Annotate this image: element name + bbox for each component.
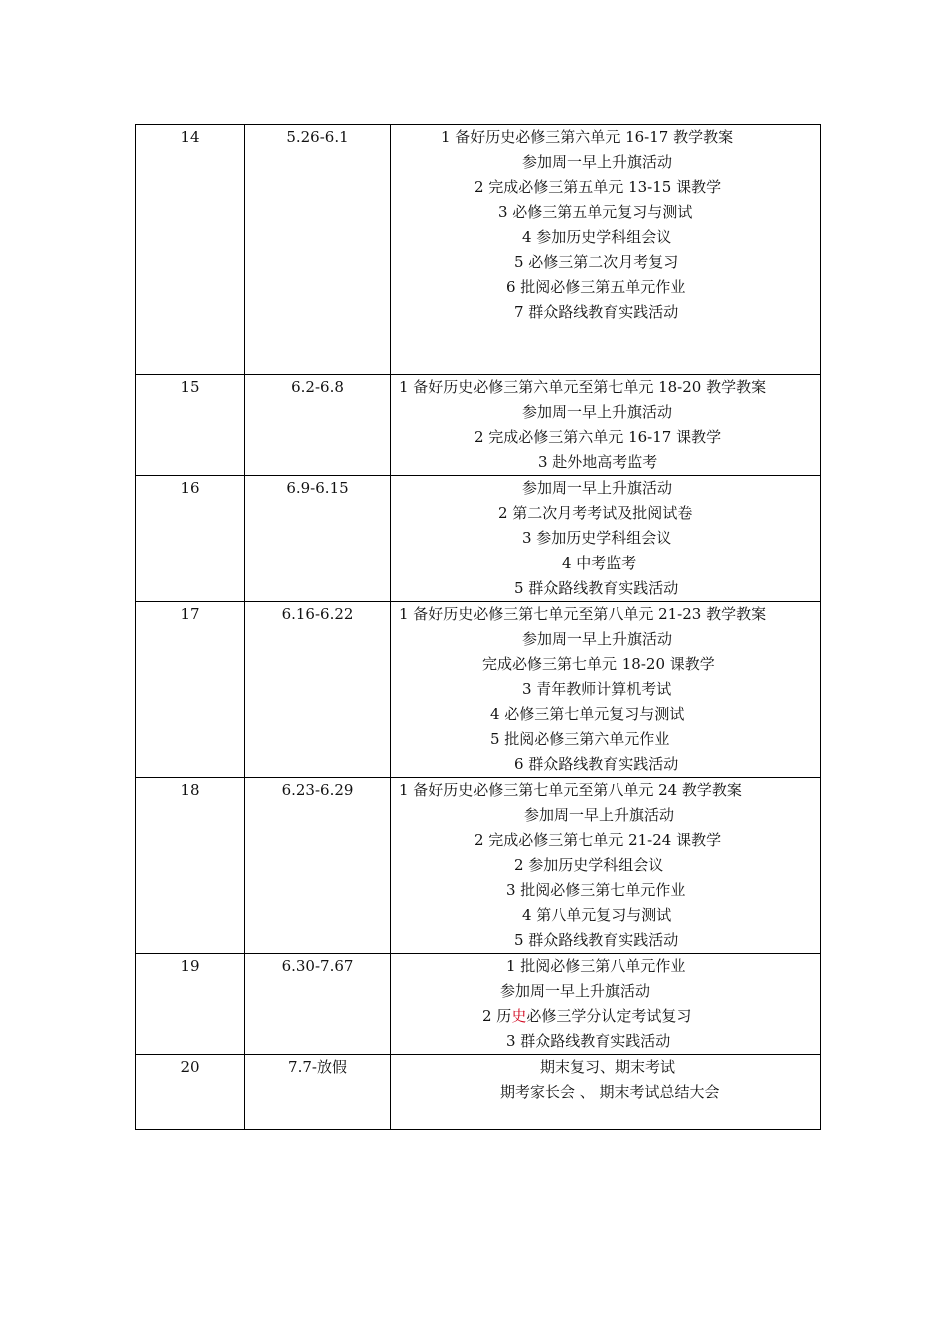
task-item: 参加周一早上升旗活动 bbox=[522, 153, 673, 171]
task-item: 3 群众路线教育实践活动 bbox=[506, 1032, 671, 1050]
task-item: 7 群众路线教育实践活动 bbox=[514, 303, 679, 321]
date-range: 6.9-6.15 bbox=[245, 476, 391, 602]
task-item: 参加周一早上升旗活动 bbox=[522, 403, 673, 421]
date-range: 6.16-6.22 bbox=[245, 602, 391, 778]
task-item: 6 批阅必修三第五单元作业 bbox=[506, 278, 686, 296]
task-item: 参加周一早上升旗活动 bbox=[500, 982, 651, 1000]
table-row bbox=[136, 476, 821, 602]
date-range: 6.23-6.29 bbox=[245, 778, 391, 954]
task-list bbox=[391, 778, 821, 954]
task-item bbox=[391, 1004, 820, 1029]
task-text: 2 历 bbox=[482, 1007, 512, 1025]
task-item: 1 备好历史必修三第七单元至第八单元 21-23 教学教案 bbox=[399, 605, 767, 623]
task-item: 期考家长会 、 期末考试总结大会 bbox=[500, 1083, 720, 1101]
task-item: 1 备好历史必修三第六单元至第七单元 18-20 教学教案 bbox=[399, 378, 767, 396]
task-list bbox=[391, 125, 821, 375]
highlighted-character: 史 bbox=[511, 1007, 527, 1025]
task-item: 5 群众路线教育实践活动 bbox=[514, 931, 679, 949]
task-item: 6 群众路线教育实践活动 bbox=[514, 755, 679, 773]
task-item: 2 完成必修三第五单元 13-15 课教学 bbox=[474, 178, 722, 196]
task-item: 5 群众路线教育实践活动 bbox=[514, 579, 679, 597]
task-item: 1 备好历史必修三第七单元至第八单元 24 教学教案 bbox=[399, 781, 742, 799]
week-number: 20 bbox=[136, 1055, 245, 1130]
week-number: 17 bbox=[136, 602, 245, 778]
task-item: 2 参加历史学科组会议 bbox=[514, 856, 664, 874]
task-item: 4 中考监考 bbox=[562, 554, 637, 572]
schedule-table bbox=[135, 124, 821, 1130]
task-item: 5 必修三第二次月考复习 bbox=[514, 253, 679, 271]
task-item: 4 必修三第七单元复习与测试 bbox=[490, 705, 685, 723]
task-item: 参加周一早上升旗活动 bbox=[524, 806, 675, 824]
table-row bbox=[136, 954, 821, 1055]
date-range: 7.7-放假 bbox=[245, 1055, 391, 1130]
task-item: 1 批阅必修三第八单元作业 bbox=[506, 957, 686, 975]
task-item: 5 批阅必修三第六单元作业 bbox=[490, 730, 670, 748]
week-number: 14 bbox=[136, 125, 245, 375]
table-row bbox=[136, 602, 821, 778]
date-range: 6.2-6.8 bbox=[245, 375, 391, 476]
table-row bbox=[136, 1055, 821, 1130]
week-number: 15 bbox=[136, 375, 245, 476]
task-item: 4 参加历史学科组会议 bbox=[522, 228, 672, 246]
task-item: 1 备好历史必修三第六单元 16-17 教学教案 bbox=[441, 128, 734, 146]
task-item: 参加周一早上升旗活动 bbox=[522, 479, 673, 497]
task-item: 3 必修三第五单元复习与测试 bbox=[498, 203, 693, 221]
task-text: 必修三学分认定考试复习 bbox=[526, 1007, 692, 1025]
week-number: 16 bbox=[136, 476, 245, 602]
table-row bbox=[136, 125, 821, 375]
date-range: 6.30-7.67 bbox=[245, 954, 391, 1055]
task-item: 2 第二次月考考试及批阅试卷 bbox=[498, 504, 693, 522]
task-item: 3 参加历史学科组会议 bbox=[522, 529, 672, 547]
task-item: 完成必修三第七单元 18-20 课教学 bbox=[482, 655, 715, 673]
task-item: 3 青年教师计算机考试 bbox=[522, 680, 672, 698]
task-item: 3 赴外地高考监考 bbox=[538, 453, 658, 471]
week-number: 19 bbox=[136, 954, 245, 1055]
task-list bbox=[391, 476, 821, 602]
date-range: 5.26-6.1 bbox=[245, 125, 391, 375]
task-item: 期末复习、期末考试 bbox=[540, 1058, 676, 1076]
task-list bbox=[391, 954, 821, 1055]
table-row bbox=[136, 375, 821, 476]
table-row bbox=[136, 778, 821, 954]
task-item: 3 批阅必修三第七单元作业 bbox=[506, 881, 686, 899]
task-list bbox=[391, 375, 821, 476]
week-number: 18 bbox=[136, 778, 245, 954]
task-list bbox=[391, 1055, 821, 1130]
task-item: 4 第八单元复习与测试 bbox=[522, 906, 672, 924]
task-item: 参加周一早上升旗活动 bbox=[522, 630, 673, 648]
task-item: 2 完成必修三第七单元 21-24 课教学 bbox=[474, 831, 722, 849]
task-item: 2 完成必修三第六单元 16-17 课教学 bbox=[474, 428, 722, 446]
task-list bbox=[391, 602, 821, 778]
